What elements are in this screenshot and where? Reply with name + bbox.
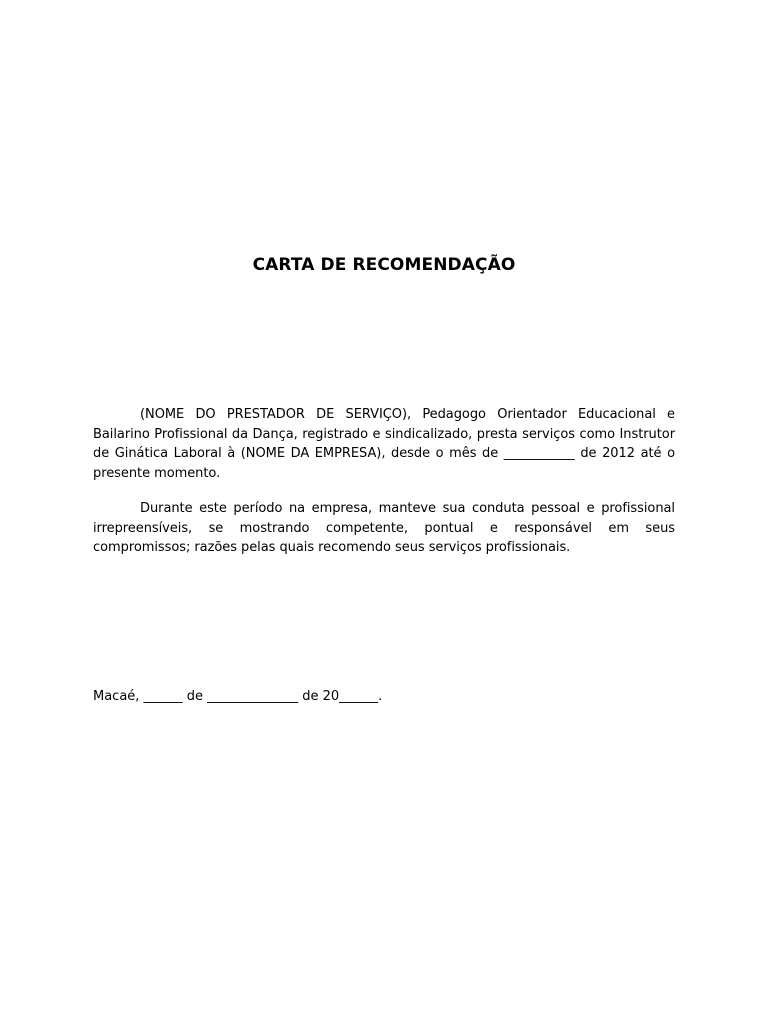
recommendation-paragraph-2: Durante este período na empresa, manteve sua conduta pessoal e profissional irrepreensíveis, se mostrando competente, pontual e responsável em seus compromissos; razões pelas quais recomendo seus serviços profissionais. [93, 501, 675, 555]
document-title: CARTA DE RECOMENDAÇÃO [252, 255, 516, 275]
recommendation-paragraph-1: (NOME DO PRESTADOR DE SERVIÇO), Pedagogo Orientador Educacional e Bailarino Profissional da Dança, registrado e sindicalizado, presta serviços como Instrutor de Ginática Laboral à (NOME DA EMPRESA), desde o mês de ___________ de 2012 até o presente momento. [93, 407, 675, 481]
date-line: Macaé, ______ de ______________ de 20______. [93, 689, 383, 704]
